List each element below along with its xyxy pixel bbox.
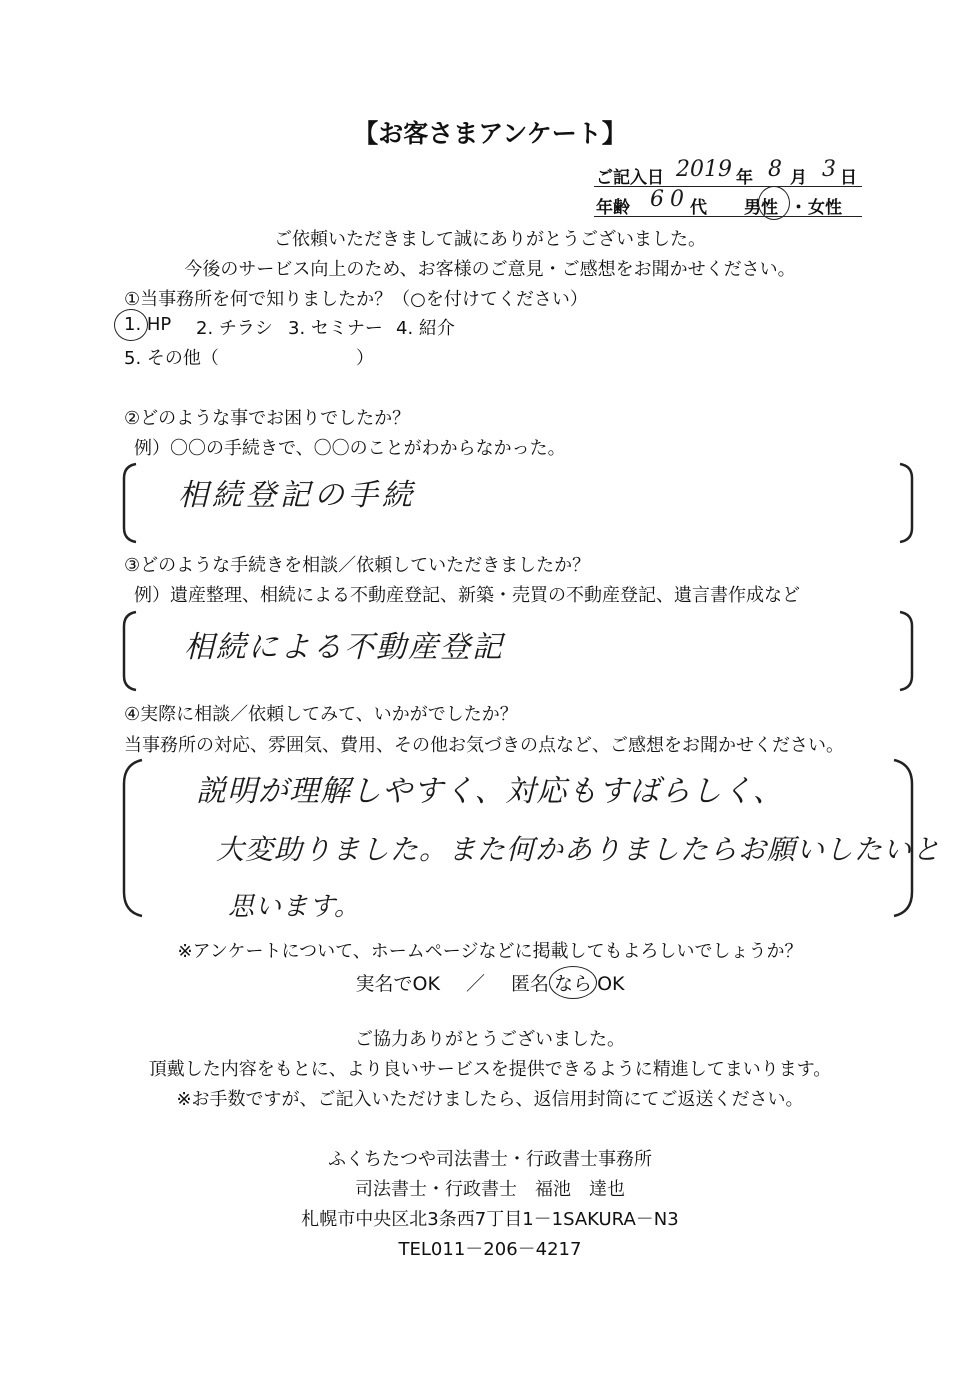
q1-option-seminar[interactable]: 3. セミナー bbox=[288, 318, 383, 339]
gender-male-option[interactable]: 男性 bbox=[744, 198, 778, 218]
q2-question: ②どのような事でお困りでしたか？ bbox=[124, 408, 411, 429]
closing-line-1: ご協力ありがとうございました。 bbox=[355, 1029, 625, 1050]
publish-option-anonymous[interactable] bbox=[511, 973, 624, 995]
age-underline bbox=[594, 216, 862, 217]
publish-option-real-name[interactable]: 実名でOK bbox=[355, 973, 440, 995]
date-month-unit: 月 bbox=[790, 168, 807, 188]
publish-anon-circled: なら bbox=[549, 966, 597, 999]
q3-right-bracket bbox=[898, 610, 914, 692]
gender-selected-circle bbox=[758, 186, 790, 220]
q4-answer-line-1: 説明が理解しやすく、対応もすばらしく、 bbox=[196, 774, 784, 809]
q2-left-bracket bbox=[122, 462, 138, 544]
q1-other-close: ） bbox=[356, 348, 374, 369]
office-tel: TEL011－206－4217 bbox=[398, 1239, 582, 1260]
q1-option-hp[interactable]: 1. HP bbox=[124, 314, 172, 335]
intro-line-1: ご依頼いただきまして誠にありがとうございました。 bbox=[274, 229, 706, 250]
q1-option-flyer[interactable]: 2. チラシ bbox=[196, 318, 273, 339]
gender-female-option[interactable]: 女性 bbox=[808, 198, 842, 218]
q1-option-referral[interactable]: 4. 紹介 bbox=[396, 318, 455, 339]
date-month-value: 8 bbox=[768, 157, 782, 182]
q3-example: 例）遺産整理、相続による不動産登記、新築・売買の不動産登記、遺言書作成など bbox=[134, 585, 800, 606]
publish-options bbox=[0, 966, 980, 999]
q1-question: ①当事務所を何で知りましたか？（○を付けてください） bbox=[124, 289, 588, 310]
date-day-unit: 日 bbox=[840, 168, 857, 188]
q1-option-other[interactable]: 5. その他（ bbox=[124, 348, 219, 369]
q4-example: 当事務所の対応、雰囲気、費用、その他お気づきの点など、ご感想をお聞かせください。 bbox=[124, 735, 844, 756]
q4-answer-line-2: 大変助りました。また何かありましたらお願いしたいと bbox=[216, 833, 942, 866]
office-address: 札幌市中央区北3条西7丁目1－1SAKURA－N3 bbox=[301, 1209, 679, 1230]
q3-question: ③どのような手続きを相談／依頼していただきましたか？ bbox=[124, 555, 591, 576]
age-label: 年齢 bbox=[596, 198, 630, 218]
age-value: 60 bbox=[650, 187, 690, 212]
publish-separator: ／ bbox=[465, 973, 485, 995]
publish-question: ※アンケートについて、ホームページなどに掲載してもよろしいでしょうか？ bbox=[177, 941, 803, 962]
publish-anon-post: OK bbox=[597, 973, 625, 995]
page-title: 【お客さまアンケート】 bbox=[353, 119, 627, 148]
closing-line-3: ※お手数ですが、ご記入いただけましたら、返信用封筒にてご返送ください。 bbox=[176, 1089, 804, 1110]
closing-line-2: 頂戴した内容をもとに、より良いサービスを提供できるように精進してまいります。 bbox=[148, 1059, 832, 1080]
intro-line-2: 今後のサービス向上のため、お客様のご意見・ご感想をお聞かせください。 bbox=[184, 259, 796, 280]
date-label: ご記入日 bbox=[596, 168, 664, 188]
q3-left-bracket bbox=[122, 610, 138, 692]
q2-example: 例）〇〇の手続きで、〇〇のことがわからなかった。 bbox=[134, 438, 566, 459]
office-person: 司法書士・行政書士 福池 達也 bbox=[355, 1179, 625, 1200]
q2-right-bracket bbox=[898, 462, 914, 544]
q2-answer: 相続登記の手続 bbox=[178, 478, 416, 513]
date-underline bbox=[594, 186, 862, 187]
q3-answer: 相続による不動産登記 bbox=[184, 630, 504, 665]
date-day-value: 3 bbox=[822, 157, 836, 182]
age-unit: 代 bbox=[690, 198, 707, 218]
publish-anon-pre: 匿名 bbox=[511, 973, 550, 995]
q4-answer-line-3: 思います。 bbox=[228, 892, 361, 922]
date-year-value: 2019 bbox=[676, 157, 732, 182]
office-name: ふくちたつや司法書士・行政書士事務所 bbox=[328, 1149, 652, 1170]
q4-question: ④実際に相談／依頼してみて、いかがでしたか？ bbox=[124, 704, 518, 725]
date-year-unit: 年 bbox=[736, 168, 753, 188]
gender-separator: ・ bbox=[790, 198, 807, 218]
q4-left-bracket bbox=[122, 758, 144, 918]
